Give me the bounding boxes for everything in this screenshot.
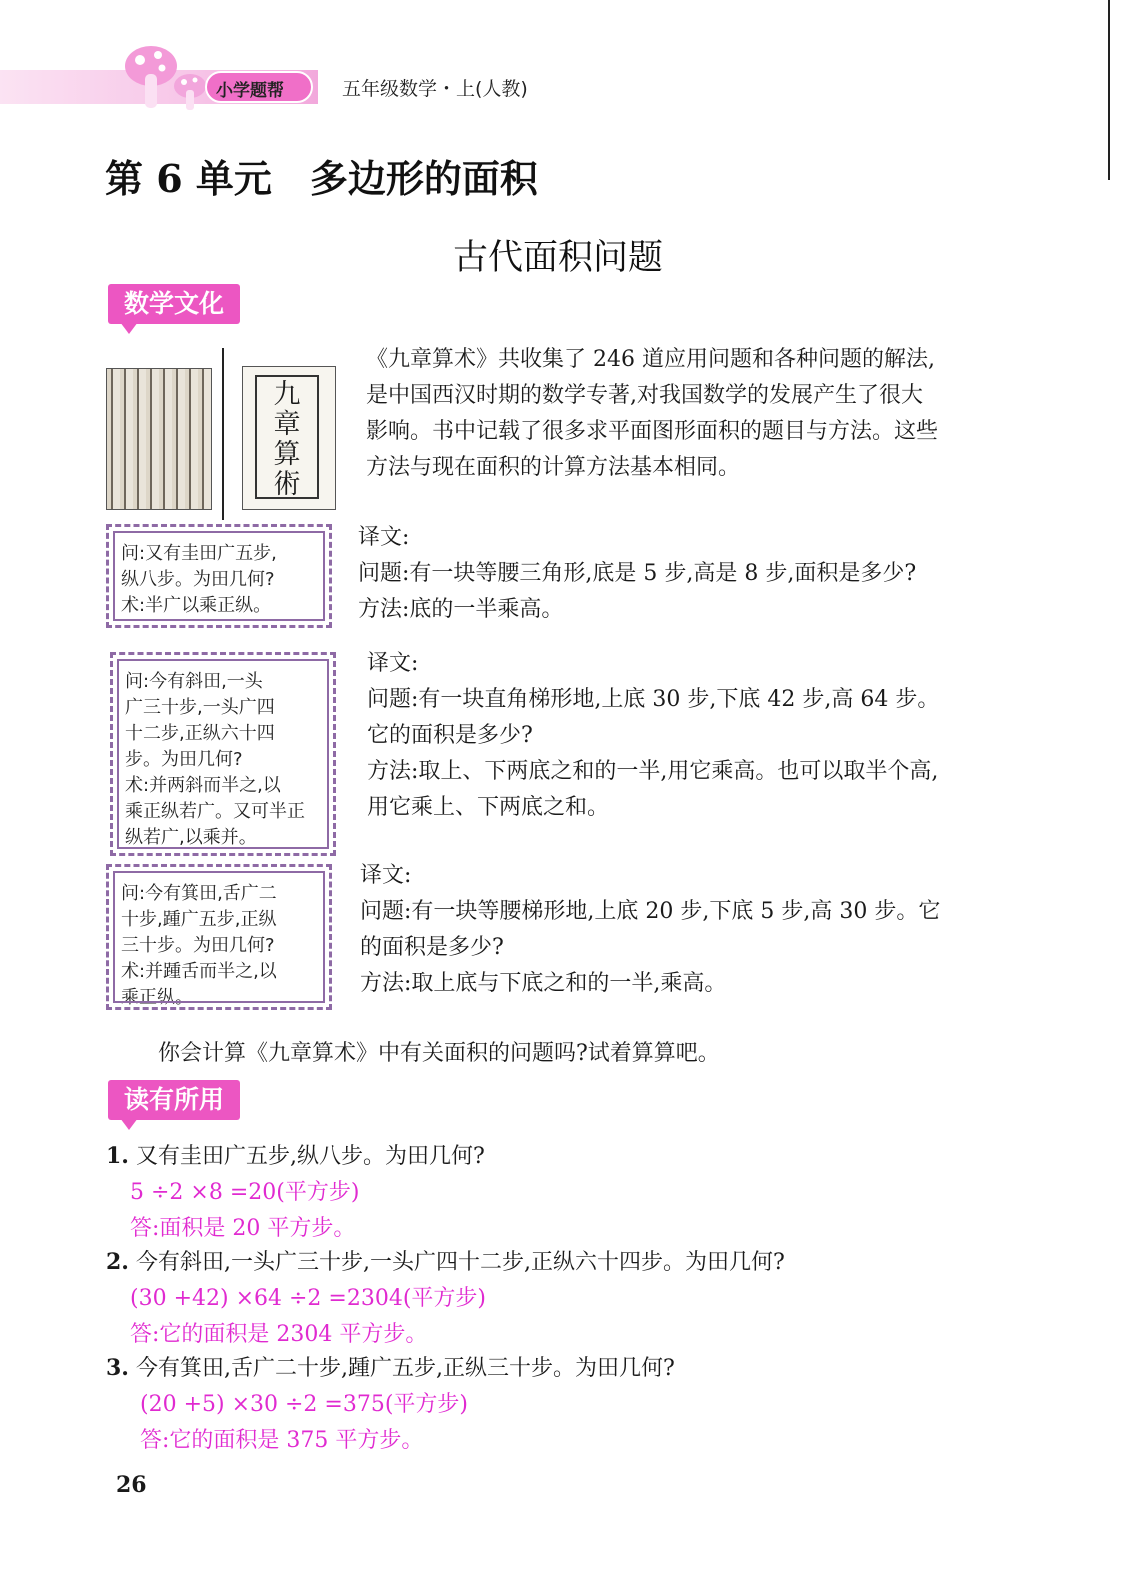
translation-line: 的面积是多少? [360,935,504,960]
exercise-question: 又有圭田广五步,纵八步。为田几何? [135,1144,485,1169]
translation-line: 问题:有一块等腰三角形,底是 5 步,高是 8 步,面积是多少? [358,561,917,586]
exercise-1 [106,1138,1066,1247]
book-cover-label [255,375,319,499]
original-line: 纵八步。为田几何? [121,569,275,590]
prompt-text: 你会计算《九章算术》中有关面积的问题吗?试着算算吧。 [158,1041,720,1066]
section-tag-culture: 数学文化 [108,284,240,324]
intro-line: 是中国西汉时期的数学专著,对我国数学的发展产生了很大 [366,383,923,408]
margin-rule [1108,0,1110,180]
section-tag-tail [120,1118,138,1130]
translation-line: 方法:底的一半乘高。 [358,597,564,622]
original-line: 术:并两斜而半之,以 [125,775,281,796]
exercise-number: 2. [106,1249,129,1275]
section-tag-tail [120,322,138,334]
original-line: 问:又有圭田广五步, [121,543,277,564]
intro-line: 影响。书中记载了很多求平面图形面积的题目与方法。这些 [366,419,939,444]
exercise-work: (20 +5) ×30 ÷2 =375(平方步) [140,1392,469,1417]
intro-paragraph [366,342,1066,486]
cover-char: 算 [273,439,301,470]
original-text-box-1 [106,524,332,628]
original-line: 问:今有箕田,舌广二 [121,883,277,904]
original-line: 步。为田几何? [125,749,243,770]
section-tag-reading: 读有所用 [108,1080,240,1120]
translation-line: 问题:有一块直角梯形地,上底 30 步,下底 42 步,高 64 步。 [367,687,940,712]
brand-label: 小学题帮 [216,81,284,101]
original-text-box-3 [106,864,332,1010]
original-text-box-2 [110,652,336,856]
intro-line: 《九章算术》共收集了 246 道应用问题和各种问题的解法, [366,347,935,372]
image-divider [222,348,224,520]
original-line: 十步,踵广五步,正纵 [121,909,277,930]
original-line: 十二步,正纵六十四 [125,723,275,744]
cover-char: 章 [273,409,301,440]
translation-line: 方法:取上、下两底之和的一半,用它乘高。也可以取半个高, [367,759,939,784]
lesson-title: 古代面积问题 [453,238,664,278]
exercise-question: 今有箕田,舌广二十步,踵广五步,正纵三十步。为田几何? [135,1356,675,1381]
original-line: 问:今有斜田,一头 [125,671,263,692]
unit-title: 第 6 单元 多边形的面积 [105,156,538,201]
exercise-answer: 答:面积是 20 平方步。 [130,1216,356,1241]
exercise-question: 今有斜田,一头广三十步,一头广四十二步,正纵六十四步。为田几何? [135,1250,785,1275]
exercise-work: 5 ÷2 ×8 =20(平方步) [130,1180,360,1205]
cover-char: 術 [273,469,301,500]
exercise-3 [106,1350,1066,1459]
translation-line: 问题:有一块等腰梯形地,上底 20 步,下底 5 步,高 30 步。它 [360,899,941,924]
translation-label: 译文: [367,651,419,676]
translation-block-2 [367,646,1067,826]
original-line: 乘正纵。 [121,987,193,1008]
original-line: 三十步。为田几何? [121,935,275,956]
translation-block-3 [360,858,1060,1002]
intro-line: 方法与现在面积的计算方法基本相同。 [366,455,741,480]
translation-line: 用它乘上、下两底之和。 [367,795,610,820]
exercise-answer: 答:它的面积是 375 平方步。 [140,1428,424,1453]
translation-label: 译文: [358,525,410,550]
mushroom-icon [118,40,214,112]
original-line: 广三十步,一头广四 [125,697,275,718]
exercise-answer: 答:它的面积是 2304 平方步。 [130,1322,428,1347]
book-title: 五年级数学・上(人教) [342,78,528,100]
exercise-2 [106,1244,1066,1353]
translation-block-1 [358,520,1058,628]
translation-label: 译文: [360,863,412,888]
original-line: 乘正纵若广。又可半正 [125,801,305,822]
ancient-book-page-image [106,368,212,510]
exercise-work: (30 +42) ×64 ÷2 =2304(平方步) [130,1286,487,1311]
exercise-number: 1. [106,1143,129,1169]
book-cover-image [242,366,336,510]
cover-char: 九 [273,379,301,410]
original-line: 术:并踵舌而半之,以 [121,961,277,982]
original-line: 纵若广,以乘并。 [125,827,257,848]
translation-line: 它的面积是多少? [367,723,533,748]
original-line: 术:半广以乘正纵。 [121,595,272,616]
exercise-number: 3. [106,1355,129,1381]
translation-line: 方法:取上底与下底之和的一半,乘高。 [360,971,727,996]
page-number: 26 [116,1472,147,1498]
